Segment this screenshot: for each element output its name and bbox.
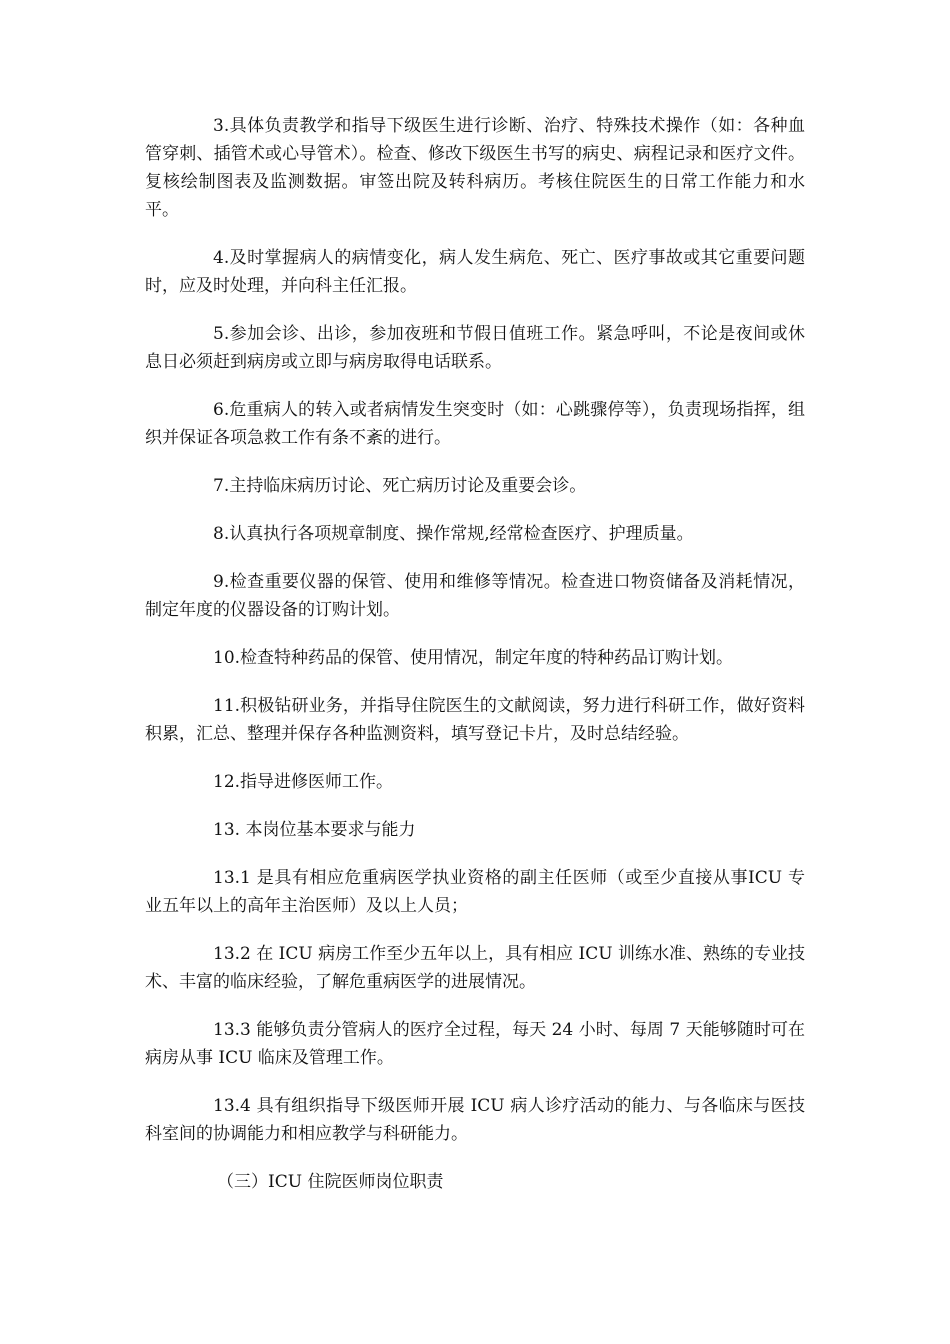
paragraph-item-13-2: 13.2 在 ICU 病房工作至少五年以上，具有相应 ICU 训练水准、熟练的专业技术、丰富的临床经验，了解危重病医学的进展情况。 (145, 944, 805, 992)
paragraph-item-13-3: 13.3 能够负责分管病人的医疗全过程，每天 24 小时、每周 7 天能够随时可在病房从事 ICU 临床及管理工作。 (145, 1020, 805, 1068)
section-heading-requirements: 13. 本岗位基本要求与能力 (213, 820, 416, 840)
paragraph-item-12: 12.指导进修医师工作。 (213, 772, 394, 792)
paragraph-item-11: 11.积极钻研业务，并指导住院医生的文献阅读，努力进行科研工作，做好资料积累，汇总、整理并保存各种监测资料，填写登记卡片，及时总结经验。 (145, 696, 805, 744)
section-heading-resident-duties: （三）ICU 住院医师岗位职责 (217, 1172, 444, 1192)
paragraph-item-10: 10.检查特种药品的保管、使用情况，制定年度的特种药品订购计划。 (213, 648, 734, 668)
document-body (145, 112, 805, 1216)
paragraph-item-5: 5.参加会诊、出诊，参加夜班和节假日值班工作。紧急呼叫，不论是夜间或休息日必须赶到病房或立即与病房取得电话联系。 (145, 324, 805, 372)
paragraph-item-4: 4.及时掌握病人的病情变化，病人发生病危、死亡、医疗事故或其它重要问题时，应及时处理，并向科主任汇报。 (145, 248, 805, 296)
paragraph-item-9: 9.检查重要仪器的保管、使用和维修等情况。检查进口物资储备及消耗情况，制定年度的仪器设备的订购计划。 (145, 572, 805, 620)
paragraph-item-7: 7.主持临床病历讨论、死亡病历讨论及重要会诊。 (213, 476, 587, 496)
paragraph-item-6: 6.危重病人的转入或者病情发生突变时（如：心跳骤停等），负责现场指挥，组织并保证各项急救工作有条不紊的进行。 (145, 400, 805, 448)
paragraph-item-13-4: 13.4 具有组织指导下级医师开展 ICU 病人诊疗活动的能力、与各临床与医技科室间的协调能力和相应教学与科研能力。 (145, 1096, 805, 1144)
paragraph-item-13-1: 13.1 是具有相应危重病医学执业资格的副主任医师（或至少直接从事ICU 专业五年以上的高年主治医师）及以上人员； (145, 868, 805, 916)
paragraph-item-8: 8.认真执行各项规章制度、操作常规,经常检查医疗、护理质量。 (213, 524, 694, 544)
paragraph-item-3: 3.具体负责教学和指导下级医生进行诊断、治疗、特殊技术操作（如：各种血管穿刺、插管术或心导管术）。检查、修改下级医生书写的病史、病程记录和医疗文件。复核绘制图表及监测数据。审签出院及转科病历。考核住院医生的日常工作能力和水平。 (145, 116, 805, 220)
